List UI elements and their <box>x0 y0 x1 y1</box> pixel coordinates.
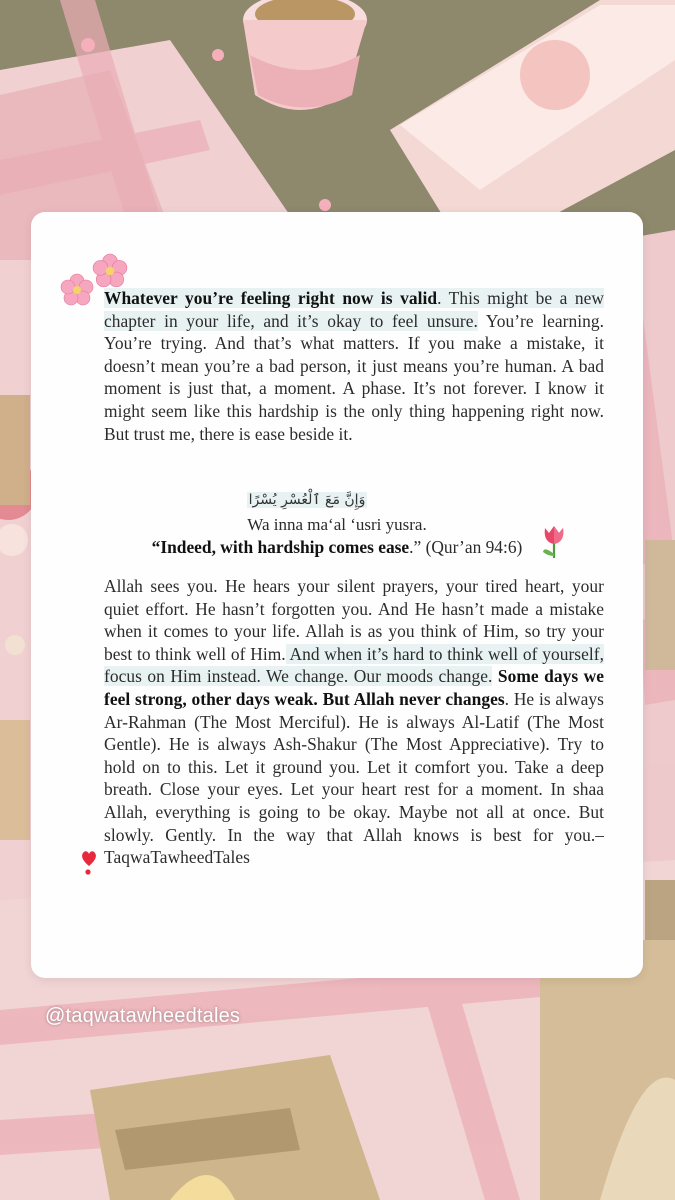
tulip-icon <box>539 524 569 560</box>
verse-transliteration: Wa inna ma‘al ‘usri yusra. <box>247 515 427 534</box>
intro-lead-period: . <box>437 288 442 308</box>
intro-text: You’re learning. You’re trying. And that’s what matters. If you make a mistake, it doesn’t mean you’re a bad person, it just means you’re human. A bad moment is just that, a moment. A phase. It’s not forever. I know it might seem like this hardship is the only thing happening right now. But trust me, there is ease beside it. <box>104 310 605 444</box>
body-text-2: . He is always Ar-Rahman (The Most Merciful). He is always Al-Latif (The Most Gentle). He is always Ash-Shakur (The Most Appreciative). Try to hold on to this. Let it ground you. Let it comfort you. Take a deep breath. Close your eyes. Let your heart rest for a moment. In shaa Allah, everything is going to be okay. Maybe not all at once. But slowly. Gently. In the way that Allah knows is best for you.– TaqwaTawheedTales <box>104 688 604 868</box>
body-paragraph <box>104 575 604 869</box>
body-highlight: And when it’s hard to think well of yourself, focus on Him instead. We change. Our moods change. <box>104 643 604 687</box>
intro-lead: Whatever you’re feeling right now is valid <box>104 288 438 308</box>
heart-exclamation-icon <box>79 848 99 876</box>
intro-paragraph <box>104 287 604 445</box>
verse-arabic-text: وَإِنَّ مَعَ ٱلْعُسْرِ يُسْرًا <box>248 492 366 508</box>
body-bold-1: Some days we feel strong, other days weak. <box>104 666 604 709</box>
verse-arabic <box>31 492 583 508</box>
body-text-1: Allah sees you. He hears your silent prayers, your tired heart, your quiet effort. He hasn’t forgotten you. And He hasn’t made a mistake when it comes to your life. Allah is as you think of Him, so try your best to think well of Him. <box>104 576 604 664</box>
instagram-handle: @taqwatawheedtales <box>45 1005 241 1027</box>
intro-highlight: This might be a new chapter in your life, and it’s okay to feel unsure. <box>104 288 605 331</box>
verse-reference: .” (Qur’an 94:6) <box>409 537 523 557</box>
verse-translation-bold: “Indeed, with hardship comes ease <box>151 537 410 557</box>
cherry-blossom-icon <box>59 272 95 308</box>
quote-card <box>31 212 643 978</box>
cherry-blossom-icon <box>91 252 129 290</box>
body-bold-2: But Allah never changes <box>317 688 505 709</box>
